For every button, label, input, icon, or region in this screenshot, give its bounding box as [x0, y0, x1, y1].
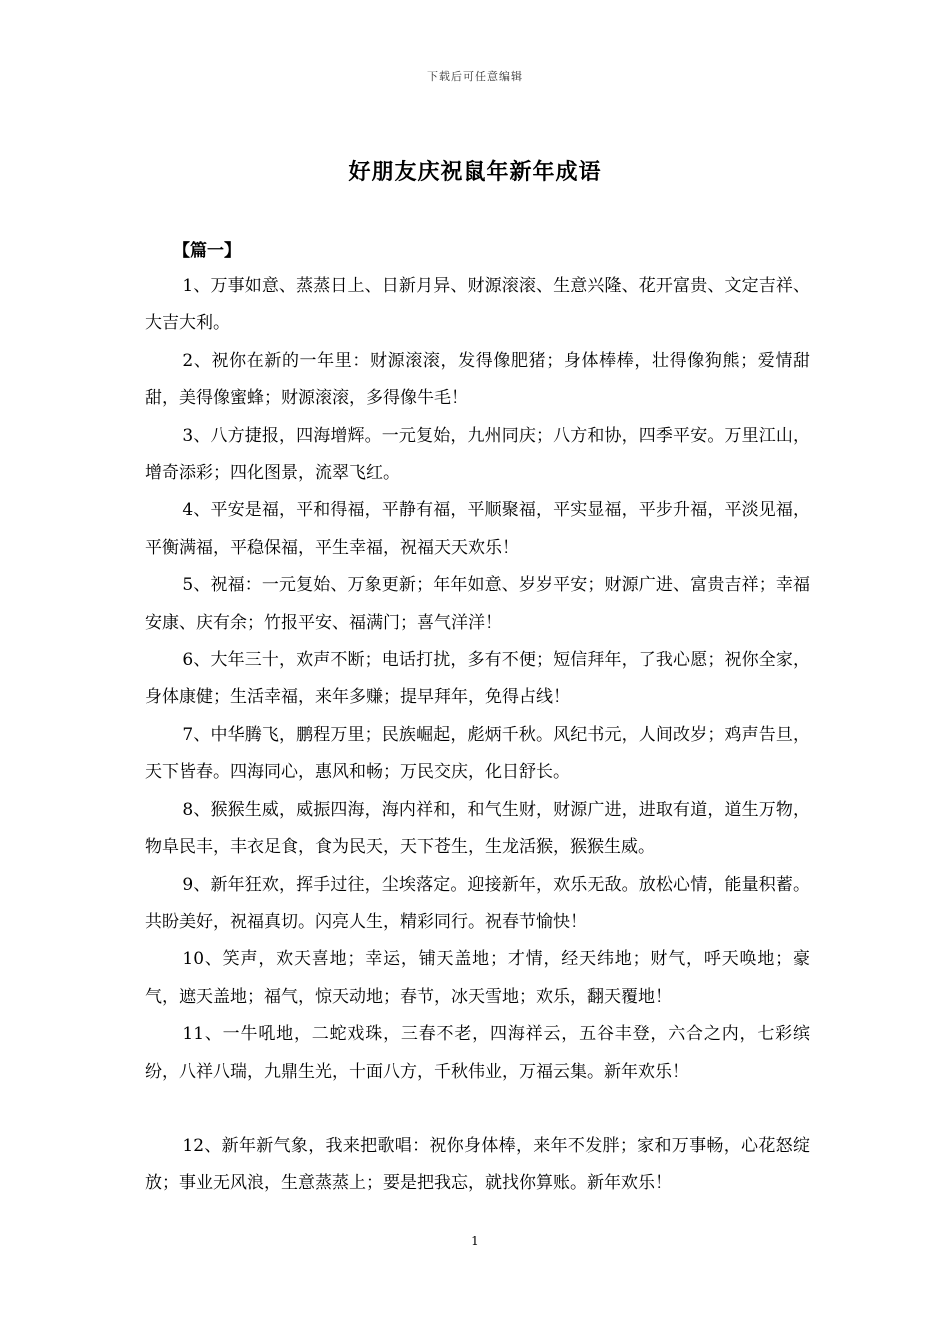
- paragraph-8: 8、猴猴生威，威振四海，海内祥和，和气生财，财源广进，进取有道，道生万物，物阜民丰，丰衣足食，食为民天，天下苍生，生龙活猴，猴猴生威。: [145, 799, 810, 858]
- paragraph-7: 7、中华腾飞，鹏程万里；民族崛起，彪炳千秋。风纪书元，人间改岁；鸡声告旦，天下皆春。四海同心，惠风和畅；万民交庆，化日舒长。: [145, 724, 810, 783]
- paragraph-5: 5、祝福：一元复始、万象更新；年年如意、岁岁平安；财源广进、富贵吉祥；幸福安康、庆有余；竹报平安、福满门；喜气洋洋！: [145, 575, 810, 633]
- paragraph-1: 1、万事如意、蒸蒸日上、日新月异、财源滚滚、生意兴隆、花开富贵、文定吉祥、大吉大利。: [145, 276, 810, 334]
- page-number: 1: [471, 1234, 479, 1248]
- paragraph-6: 6、大年三十，欢声不断；电话打扰，多有不便；短信拜年，了我心愿；祝你全家，身体康健；生活幸福，来年多赚；提早拜年，免得占线！: [145, 650, 810, 708]
- paragraph-10: 10、笑声，欢天喜地；幸运，铺天盖地；才情，经天纬地；财气，呼天唤地；豪气，遮天盖地；福气，惊天动地；春节，冰天雪地；欢乐，翻天覆地！: [145, 949, 810, 1007]
- paragraph-2: 2、祝你在新的一年里：财源滚滚，发得像肥猪；身体棒棒，壮得像狗熊；爱情甜甜，美得像蜜蜂；财源滚滚，多得像牛毛！: [145, 350, 810, 409]
- paragraph-3: 3、八方捷报，四海增辉。一元复始，九州同庆；八方和协，四季平安。万里江山，增奇添彩；四化图景，流翠飞红。: [145, 425, 810, 484]
- section-label: 【篇一】: [173, 241, 241, 261]
- page-header-note: 下载后可任意编辑: [427, 70, 523, 83]
- paragraph-11: 11、一牛吼地，二蛇戏珠，三春不老，四海祥云，五谷丰登，六合之内，七彩缤纷，八祥八瑞，九鼎生光，十面八方，千秋伟业，万福云集。新年欢乐！: [145, 1024, 810, 1082]
- paragraph-12: 12、新年新气象，我来把歌唱：祝你身体棒，来年不发胖；家和万事畅，心花怒绽放；事业无风浪，生意蒸蒸上；要是把我忘，就找你算账。新年欢乐！: [145, 1135, 810, 1194]
- paragraph-4: 4、平安是福，平和得福，平静有福，平顺聚福，平实显福，平步升福，平淡见福，平衡满福，平稳保福，平生幸福，祝福天天欢乐！: [145, 500, 810, 558]
- document-title: 好朋友庆祝鼠年新年成语: [348, 159, 602, 185]
- document-body: [145, 268, 810, 1203]
- paragraph-9: 9、新年狂欢，挥手过往，尘埃落定。迎接新年，欢乐无敌。放松心情，能量积蓄。共盼美好，祝福真切。闪亮人生，精彩同行。祝春节愉快！: [145, 874, 810, 932]
